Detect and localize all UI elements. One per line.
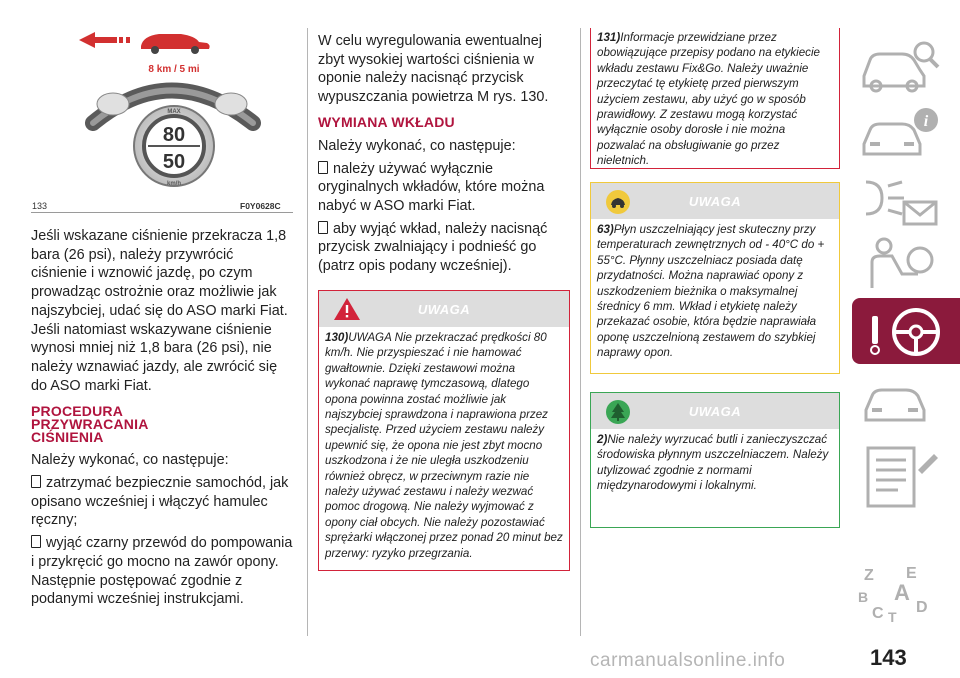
caution-header	[591, 183, 839, 219]
environment-box-2	[590, 392, 840, 528]
warning-title: UWAGA	[417, 302, 471, 317]
lights-mail-icon[interactable]	[858, 168, 942, 230]
section-heading-line3: CIŚNIENIA	[31, 429, 104, 446]
airbag-seat-icon[interactable]	[858, 234, 942, 294]
warning-box-130	[318, 290, 570, 571]
environment-header	[591, 393, 839, 429]
watermark: carmanualsonline.info	[590, 650, 786, 671]
car-search-icon[interactable]	[858, 36, 942, 96]
index-letter: Z	[864, 567, 874, 584]
checklist-icon[interactable]	[858, 440, 942, 510]
caution-box-63	[590, 182, 840, 374]
warning-body: UWAGA Nie przekraczać prędkości 80 km/h. Nie przyspieszać i nie hamować gwałtownie. Dzięki zestawowi można wykonać naprawę tymczasową, dlatego opona powinna zostać możliwie jak najszybciej sprawdzona i naprawiona przez specjalistę. Przed użyciem zestawu należy upewnić się, że opona nie jest zbyt mocno uszkodzona i że nie uległa uszkodzeniu również obręcz, w przeciwnym razie nie należy używać zestawu i należy wezwać pomoc drogową. Nie należy wyjmować z opony ciał obcych. Nie należy pozostawiać sprężarki włączonej przez ponad 20 minut bez przerwy: ryzyko przegrzania.	[325, 331, 563, 560]
caution-number: 63)	[597, 223, 614, 236]
column-2	[318, 32, 570, 276]
tire-speed-illustration	[31, 28, 293, 188]
list-item	[318, 160, 570, 216]
section-heading-line1: PROCEDURA	[31, 403, 124, 420]
alphabet-index-icon[interactable]	[858, 562, 942, 626]
caution-text	[591, 219, 839, 364]
environment-text	[591, 429, 839, 497]
ring-bottom-text: km/h	[166, 181, 182, 187]
page-number: 143	[870, 645, 907, 670]
checkbox-icon	[318, 161, 328, 174]
index-letter: A	[894, 580, 910, 605]
intro-text: Należy wykonać, co następuje:	[318, 137, 516, 154]
index-letter: E	[906, 565, 917, 582]
environment-number: 2)	[597, 433, 608, 446]
figure-code: F0Y0628C	[240, 201, 281, 211]
gauge-bottom-value: 50	[162, 151, 186, 173]
caution-title: UWAGA	[688, 194, 742, 209]
note-box-131	[590, 28, 840, 169]
section-heading: WYMIANA WKŁADU	[318, 113, 455, 130]
ring-top-text: MAX	[167, 109, 181, 115]
caution-body: Płyn uszczelniający jest skuteczny przy temperaturach zewnętrznych od - 40°C do + 55°C. Płynny uszczelniacz posiada datę przydatności. Można naprawiać opony z uszkodzeniem bieżnika o maksymalnej średnicy 6 mm. Wkład i etykietę należy przekazać osobie, która będzie naprawiała oponę uszczelnioną zestawem do szybkiej naprawy opon.	[597, 223, 825, 360]
steering-wrench-icon[interactable]	[864, 302, 956, 362]
list-item-text: zatrzymać bezpiecznie samochód, jak opisano wcześniej i włączyć hamulec ręczny;	[31, 475, 289, 529]
list-item-text: wyjąć czarny przewód do pompowania i przykręcić go mocno na zawór opony. Następnie postępować zgodnie z podanymi wcześniej instrukcjami.	[31, 535, 293, 608]
note-number: 131)	[597, 31, 621, 44]
pressure-paragraph: Jeśli wskazane ciśnienie przekracza 1,8 bara (26 psi), należy przywrócić ciśnienie i wznowić jazdę, po czym prowadząc ostrożnie oraz możliwie jak najszybciej, udać się do ASO marki Fiat. Jeśli natomiast wskazywane ciśnienie wynosi mniej niż 1,8 bara (26 psi), nie należy wznawiać jazdy, ale zwrócić się do ASO marki Fiat.	[31, 228, 288, 394]
pressure-adjust-paragraph: W celu wyregulowania ewentualnej zbyt wysokiej wartości ciśnienia w oponie należy nacisnąć przycisk wypuszczania powietrza M rys. 130.	[318, 33, 549, 106]
gauge-top-value: 80	[162, 124, 186, 146]
checkbox-icon	[318, 221, 328, 234]
environment-title: UWAGA	[688, 404, 742, 419]
index-letter: T	[888, 609, 897, 625]
index-letter: D	[916, 599, 928, 616]
note-body: Informacje przewidziane przez obowiązujące przepisy podano na etykiecie wkładu zestawu Fix&Go. Należy uważnie przeczytać tę etykietę przed pierwszym użyciem zestawu, aby użyć go w sposób prawidłowy. Z zestawu mogą korzystać wyłącznie osoby dorosłe i nie można pozwalać na obsługiwanie go przez nieletnich.	[597, 31, 820, 168]
checkbox-icon	[31, 535, 41, 548]
figure-133	[31, 28, 293, 213]
warning-text	[319, 327, 569, 564]
column-1	[31, 227, 293, 609]
svg-text:i: i	[923, 113, 929, 130]
speed-label: 8 km / 5 mi	[148, 64, 200, 75]
list-item	[31, 534, 293, 609]
column-divider	[580, 28, 581, 636]
car-info-icon[interactable]	[858, 102, 942, 162]
section-heading-line2: PRZYWRACANIA	[31, 416, 149, 433]
list-item	[31, 474, 293, 530]
car-service-icon[interactable]	[858, 370, 942, 430]
checkbox-icon	[31, 475, 41, 488]
figure-number: 133	[32, 201, 48, 211]
warning-number: 130)	[325, 331, 349, 344]
list-item-text: należy używać wyłącznie oryginalnych wkładów, które można nabyć w ASO marki Fiat.	[318, 160, 545, 214]
warning-header	[319, 291, 569, 327]
index-letter: C	[872, 605, 884, 622]
arrow-car-icon	[79, 32, 210, 54]
index-letter: B	[858, 589, 869, 605]
list-item-text: aby wyjąć wkład, należy nacisnąć przycisk zwalniający i podnieść go (patrz opis podany wcześniej).	[318, 220, 548, 275]
note-text	[591, 28, 839, 172]
list-item	[318, 220, 570, 276]
column-divider	[307, 28, 308, 636]
intro-text: Należy wykonać, co następuje:	[31, 452, 229, 469]
environment-body: Nie należy wyrzucać butli i zanieczyszczać środowiska płynnym uszczelniaczem. Należy utylizować zgodnie z normami międzynarodowymi i lokalnymi.	[597, 433, 829, 493]
